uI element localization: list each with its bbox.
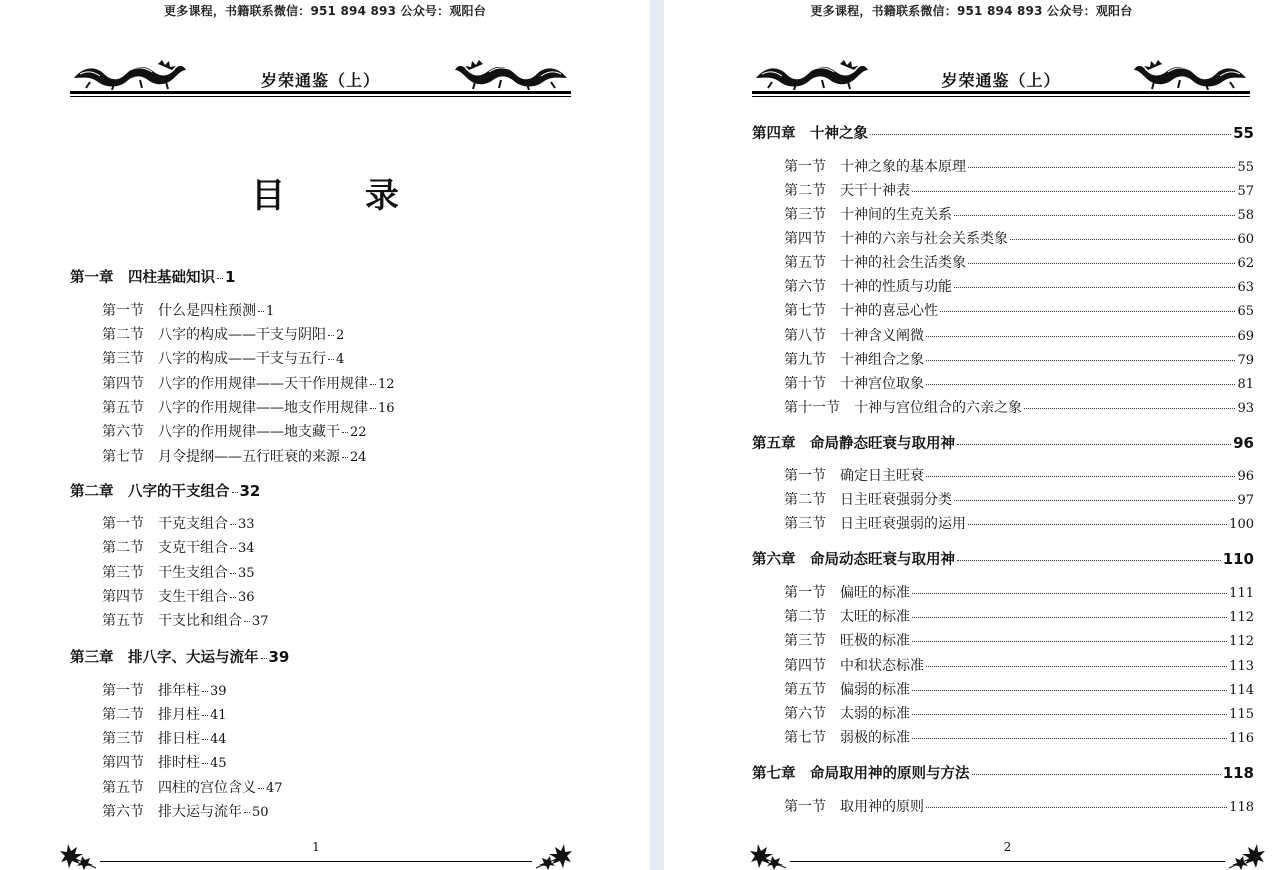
section-title: 第一节 十神之象的基本原理 <box>784 159 966 175</box>
dot-leader <box>1024 408 1235 409</box>
toc-section-entry <box>784 349 1254 369</box>
dot-leader <box>202 715 208 716</box>
page-ref: 39 <box>268 648 290 666</box>
page-ref: 33 <box>238 517 255 532</box>
page-ref: 37 <box>252 614 269 629</box>
section-title: 第二节 排月柱 <box>102 707 200 723</box>
page-ref: 50 <box>252 805 269 820</box>
page-ref: 93 <box>1237 401 1254 416</box>
dot-leader <box>926 384 1235 385</box>
dot-leader <box>957 560 1221 561</box>
header-rule <box>752 91 1250 94</box>
leaf-ornament-icon <box>534 842 572 870</box>
watermark-text: 更多课程，书籍联系微信：951 894 893 公众号：观阳台 <box>810 4 1133 18</box>
dot-leader <box>258 788 264 789</box>
section-title: 第一节 排年柱 <box>102 683 200 699</box>
toc-section-entry <box>784 180 1254 200</box>
page-ref: 112 <box>1229 610 1254 625</box>
section-title: 第四节 八字的作用规律——天干作用规律 <box>102 376 368 392</box>
section-title: 第一节 确定日主旺衰 <box>784 468 924 484</box>
dot-leader <box>232 492 238 493</box>
section-title: 第五节 干支比和组合 <box>102 613 242 629</box>
section-title: 第三节 排日柱 <box>102 731 200 747</box>
dot-leader <box>202 763 208 764</box>
dot-leader <box>230 524 236 525</box>
section-title: 第四节 支生干组合 <box>102 589 228 605</box>
page-footer <box>60 838 572 870</box>
section-title: 第三节 干生支组合 <box>102 565 228 581</box>
dot-leader <box>244 621 250 622</box>
page-ref: 47 <box>266 781 283 796</box>
toc-section-entry <box>784 655 1254 675</box>
dot-leader <box>954 287 1235 288</box>
page-ref: 12 <box>378 377 395 392</box>
page-number: 1 <box>312 840 320 854</box>
dot-leader <box>370 384 376 385</box>
section-title: 第二节 太旺的标准 <box>784 609 910 625</box>
section-title: 第五节 四柱的宫位含义 <box>102 780 256 796</box>
dot-leader <box>328 335 334 336</box>
section-title: 第六节 八字的作用规律——地支藏干 <box>102 424 340 440</box>
dot-leader <box>912 690 1227 691</box>
toc-chapter-entry <box>752 548 1254 569</box>
page-ref: 35 <box>238 566 255 581</box>
toc-section-entry <box>784 300 1254 320</box>
section-title: 第一节 取用神的原则 <box>784 799 924 815</box>
page-ref: 55 <box>1237 160 1254 175</box>
page-ref: 45 <box>210 756 227 771</box>
section-title: 第六节 太弱的标准 <box>784 706 910 722</box>
toc-section-entry <box>784 727 1254 747</box>
page-ref: 44 <box>210 732 227 747</box>
page-ref: 55 <box>1233 124 1254 142</box>
section-title: 第四节 中和状态标准 <box>784 658 924 674</box>
section-title: 第二节 八字的构成——干支与阴阳 <box>102 327 326 343</box>
section-title: 第一节 干克支组合 <box>102 516 228 532</box>
page-ref: 81 <box>1237 377 1254 392</box>
leaf-ornament-icon <box>1227 842 1265 870</box>
toc-section-entry <box>784 156 1254 176</box>
page-ref: 60 <box>1237 232 1254 247</box>
dot-leader <box>968 524 1227 525</box>
dragon-ornament-icon <box>453 60 571 90</box>
chapter-title: 第六章 命局动态旺衰与取用神 <box>752 552 955 568</box>
page-ref: 79 <box>1237 353 1254 368</box>
footer-rule <box>790 861 1225 862</box>
dot-leader <box>968 167 1235 168</box>
toc-section-entry <box>784 397 1254 417</box>
page-ref: 65 <box>1237 304 1254 319</box>
dot-leader <box>370 408 376 409</box>
section-title: 第三节 旺极的标准 <box>784 633 910 649</box>
section-title: 第二节 天干十神表 <box>784 183 910 199</box>
page-ref: 69 <box>1237 329 1254 344</box>
section-title: 第二节 支克干组合 <box>102 540 228 556</box>
page-ref: 115 <box>1229 707 1254 722</box>
page-ref: 16 <box>378 401 395 416</box>
section-title: 第五节 偏弱的标准 <box>784 682 910 698</box>
toc-section-entry <box>784 325 1254 345</box>
dot-leader <box>926 360 1235 361</box>
page-ref: 4 <box>336 352 345 367</box>
dot-leader <box>926 476 1235 477</box>
page-ref: 114 <box>1229 683 1254 698</box>
dot-leader <box>968 263 1235 264</box>
page-ref: 58 <box>1237 208 1254 223</box>
section-title: 第三节 十神间的生克关系 <box>784 207 952 223</box>
dot-leader <box>972 774 1221 775</box>
toc-section-entry <box>784 252 1254 272</box>
dot-leader <box>342 457 348 458</box>
section-title: 第一节 偏旺的标准 <box>784 585 910 601</box>
page-ref: 36 <box>238 590 255 605</box>
chapter-title: 第一章 四柱基础知识 <box>70 270 215 286</box>
page-ref: 39 <box>210 684 227 699</box>
section-title: 第七节 月令提纲——五行旺衰的来源 <box>102 449 340 465</box>
section-title: 第六节 排大运与流年 <box>102 804 242 820</box>
section-title: 第五节 十神的社会生活类象 <box>784 255 966 271</box>
page-ref: 57 <box>1237 184 1254 199</box>
section-title: 第三节 日主旺衰强弱的运用 <box>784 516 966 532</box>
dot-leader <box>926 807 1227 808</box>
page-header <box>70 58 571 100</box>
chapter-title: 第二章 八字的干支组合 <box>70 484 230 500</box>
dot-leader <box>912 738 1227 739</box>
page-ref: 41 <box>210 708 227 723</box>
toc-chapter-entry <box>752 762 1254 783</box>
page-number: 2 <box>1003 840 1012 854</box>
page-ref: 32 <box>239 482 261 500</box>
page-ref: 96 <box>1233 434 1254 452</box>
toc-section-entry <box>784 489 1254 509</box>
dot-leader <box>244 812 250 813</box>
toc-section-entry <box>784 465 1254 485</box>
page-ref: 116 <box>1229 731 1254 746</box>
dot-leader <box>870 134 1231 135</box>
book-title: 岁荣通鉴（上） <box>941 71 1061 90</box>
footer-rule <box>100 861 532 862</box>
dragon-ornament-icon <box>1132 60 1250 90</box>
section-title: 第九节 十神组合之象 <box>784 352 924 368</box>
section-title: 第八节 十神含义阐微 <box>784 328 924 344</box>
page-ref: 2 <box>336 328 345 343</box>
dot-leader <box>926 666 1227 667</box>
section-title: 第三节 八字的构成——干支与五行 <box>102 351 326 367</box>
toc-section-entry <box>784 796 1254 816</box>
page-ref: 118 <box>1222 764 1254 782</box>
dot-leader <box>342 432 348 433</box>
dot-leader <box>940 311 1235 312</box>
chapter-title: 第三章 排八字、大运与流年 <box>70 650 259 666</box>
header-rule <box>70 91 571 94</box>
page-ref: 118 <box>1229 800 1254 815</box>
header-rule-thin <box>752 96 1250 97</box>
toc-section-entry <box>784 228 1254 248</box>
page-ref: 1 <box>225 268 236 286</box>
page-ref: 22 <box>350 425 367 440</box>
dot-leader <box>261 658 267 659</box>
section-title: 第四节 排时柱 <box>102 755 200 771</box>
toc-section-entry <box>784 373 1254 393</box>
section-title: 第十节 十神宫位取象 <box>784 376 924 392</box>
dot-leader <box>912 617 1227 618</box>
page-footer <box>750 838 1265 870</box>
section-title: 第四节 十神的六亲与社会关系类象 <box>784 231 1008 247</box>
section-title: 第二节 日主旺衰强弱分类 <box>784 492 952 508</box>
page-ref: 62 <box>1237 256 1254 271</box>
section-title: 第五节 八字的作用规律——地支作用规律 <box>102 400 368 416</box>
page-ref: 63 <box>1237 280 1254 295</box>
toc-section-entry <box>784 513 1254 533</box>
chapter-title: 第四章 十神之象 <box>752 126 868 142</box>
chapter-title: 第五章 命局静态旺衰与取用神 <box>752 436 955 452</box>
dot-leader <box>328 359 334 360</box>
dot-leader <box>230 548 236 549</box>
dot-leader <box>912 593 1227 594</box>
dot-leader <box>954 500 1235 501</box>
dot-leader <box>230 573 236 574</box>
dot-leader <box>202 739 208 740</box>
dot-leader <box>912 641 1227 642</box>
dot-leader <box>912 191 1235 192</box>
dot-leader <box>926 336 1235 337</box>
page-header <box>752 58 1250 100</box>
section-title: 第六节 十神的性质与功能 <box>784 279 952 295</box>
page-ref: 111 <box>1229 586 1254 601</box>
section-title: 第十一节 十神与宫位组合的六亲之象 <box>784 400 1022 416</box>
toc-page-right <box>664 0 1279 870</box>
watermark-text: 更多课程，书籍联系微信：951 894 893 公众号：观阳台 <box>164 4 486 18</box>
chapter-title: 第七章 命局取用神的原则与方法 <box>752 766 970 782</box>
page-ref: 34 <box>238 541 255 556</box>
page-ref: 1 <box>266 304 275 319</box>
header-rule-thin <box>70 96 571 97</box>
dot-leader <box>217 278 223 279</box>
toc-chapter-entry <box>752 432 1254 453</box>
dot-leader <box>202 691 208 692</box>
toc-section-entry <box>784 703 1254 723</box>
dot-leader <box>912 714 1227 715</box>
toc-chapter-entry <box>752 122 1254 143</box>
page-ref: 97 <box>1237 493 1254 508</box>
section-title: 第七节 弱极的标准 <box>784 730 910 746</box>
toc-section-entry <box>784 679 1254 699</box>
page-ref: 24 <box>350 450 367 465</box>
page-ref: 100 <box>1229 517 1254 532</box>
toc-section-entry <box>784 582 1254 602</box>
dot-leader <box>258 311 264 312</box>
toc-section-entry <box>784 630 1254 650</box>
toc-section-entry <box>784 276 1254 296</box>
dot-leader <box>1010 239 1235 240</box>
page-ref: 112 <box>1229 634 1254 649</box>
dot-leader <box>954 215 1235 216</box>
page-ref: 96 <box>1237 469 1254 484</box>
page-ref: 110 <box>1222 550 1254 568</box>
book-title: 岁荣通鉴（上） <box>260 71 380 90</box>
dot-leader <box>230 597 236 598</box>
dot-leader <box>957 444 1231 445</box>
section-title: 第七节 十神的喜忌心性 <box>784 303 938 319</box>
toc-title: 目 录 <box>251 176 433 216</box>
toc-section-entry <box>784 606 1254 626</box>
page-ref: 113 <box>1229 659 1254 674</box>
toc-section-entry <box>784 204 1254 224</box>
section-title: 第一节 什么是四柱预测 <box>102 303 256 319</box>
